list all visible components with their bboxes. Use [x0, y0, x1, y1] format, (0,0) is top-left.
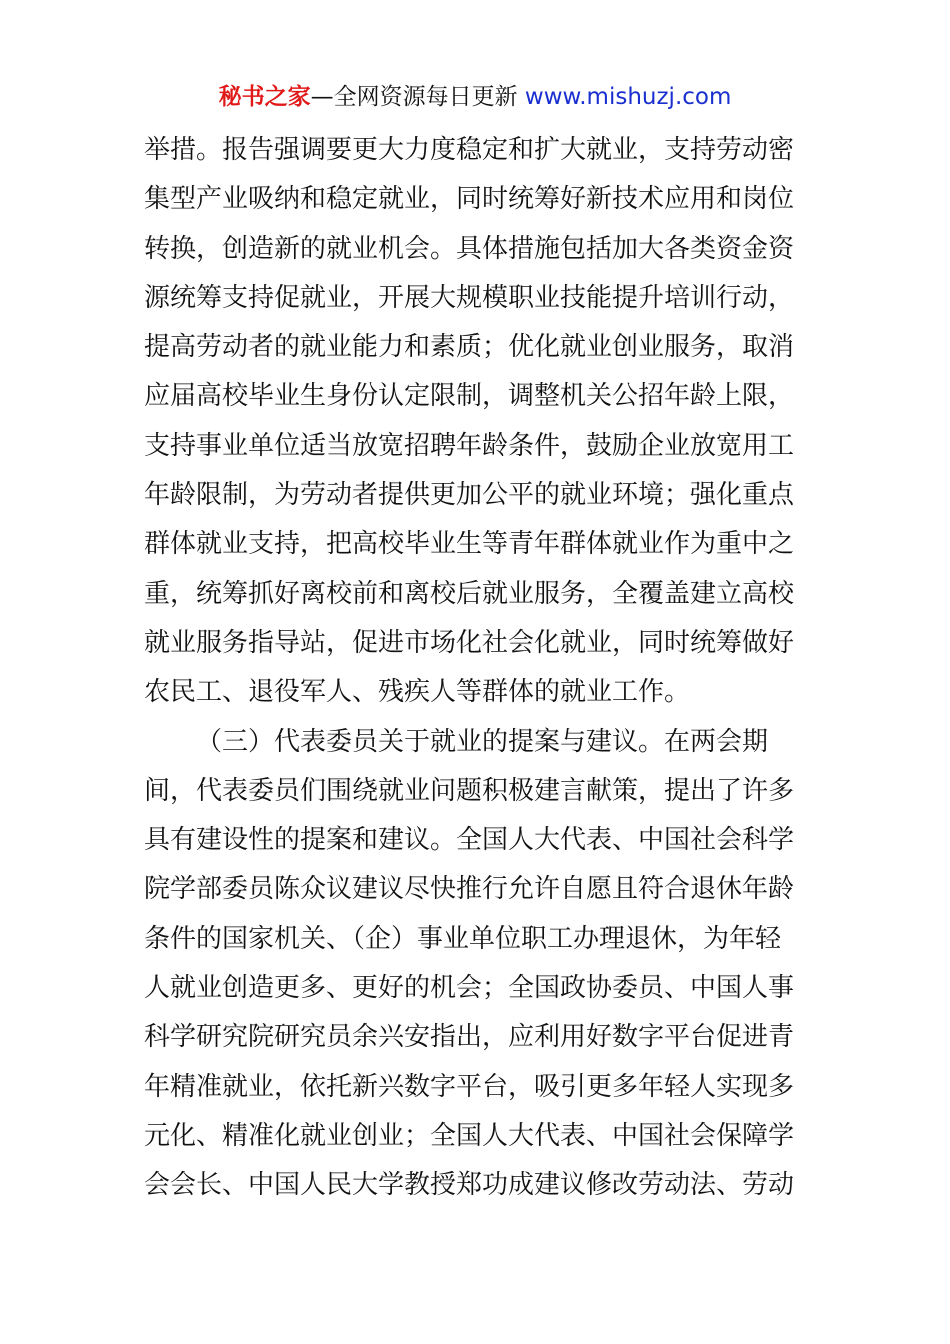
text-line: 转换，创造新的就业机会。具体措施包括加大各类资金资 — [144, 233, 795, 264]
text-line: 农民工、退役军人、残疾人等群体的就业工作。 — [144, 677, 691, 708]
site-url-link[interactable]: www.mishuzj.com — [524, 84, 732, 110]
text-line: 年龄限制，为劳动者提供更加公平的就业环境；强化重点 — [144, 480, 795, 511]
text-line: 群体就业支持，把高校毕业生等青年群体就业作为重中之 — [144, 529, 795, 560]
text-line: 元化、精准化就业创业；全国人大代表、中国社会保障学 — [144, 1120, 795, 1151]
text-line: 人就业创造更多、更好的机会；全国政协委员、中国人事 — [144, 973, 795, 1004]
text-line: 应届高校毕业生身份认定限制，调整机关公招年龄上限， — [144, 381, 795, 412]
section-heading-line: （三）代表委员关于就业的提案与建议。在两会期 — [196, 726, 769, 757]
text-line: 源统筹支持促就业，开展大规模职业技能提升培训行动， — [144, 282, 795, 313]
text-line: 院学部委员陈众议建议尽快推行允许自愿且符合退休年龄 — [144, 874, 795, 905]
text-line: 间，代表委员们围绕就业问题积极建言献策，提出了许多 — [144, 775, 795, 806]
document-body — [144, 126, 824, 1211]
text-line: 支持事业单位适当放宽招聘年龄条件，鼓励企业放宽用工 — [144, 430, 795, 461]
text-line: 条件的国家机关、（企）事业单位职工办理退休，为年轻 — [144, 923, 782, 954]
text-line: 具有建设性的提案和建议。全国人大代表、中国社会科学 — [144, 825, 795, 856]
text-line: 会会长、中国人民大学教授郑功成建议修改劳动法、劳动 — [144, 1170, 795, 1201]
text-line: 年精准就业，依托新兴数字平台，吸引更多年轻人实现多 — [144, 1071, 795, 1102]
text-line: 举措。报告强调要更大力度稳定和扩大就业，支持劳动密 — [144, 135, 795, 165]
text-line: 集型产业吸纳和稳定就业，同时统筹好新技术应用和岗位 — [144, 184, 795, 215]
site-header — [0, 80, 950, 114]
site-brand: 秘书之家 — [218, 84, 311, 110]
text-line: 重，统筹抓好离校前和离校后就业服务，全覆盖建立高校 — [144, 578, 795, 609]
text-line: 科学研究院研究员余兴安指出，应利用好数字平台促进青 — [144, 1022, 795, 1053]
site-tagline: —全网资源每日更新 — [310, 84, 525, 110]
text-line: 提高劳动者的就业能力和素质；优化就业创业服务，取消 — [144, 332, 795, 363]
text-line: 就业服务指导站，促进市场化社会化就业，同时统筹做好 — [144, 627, 795, 658]
